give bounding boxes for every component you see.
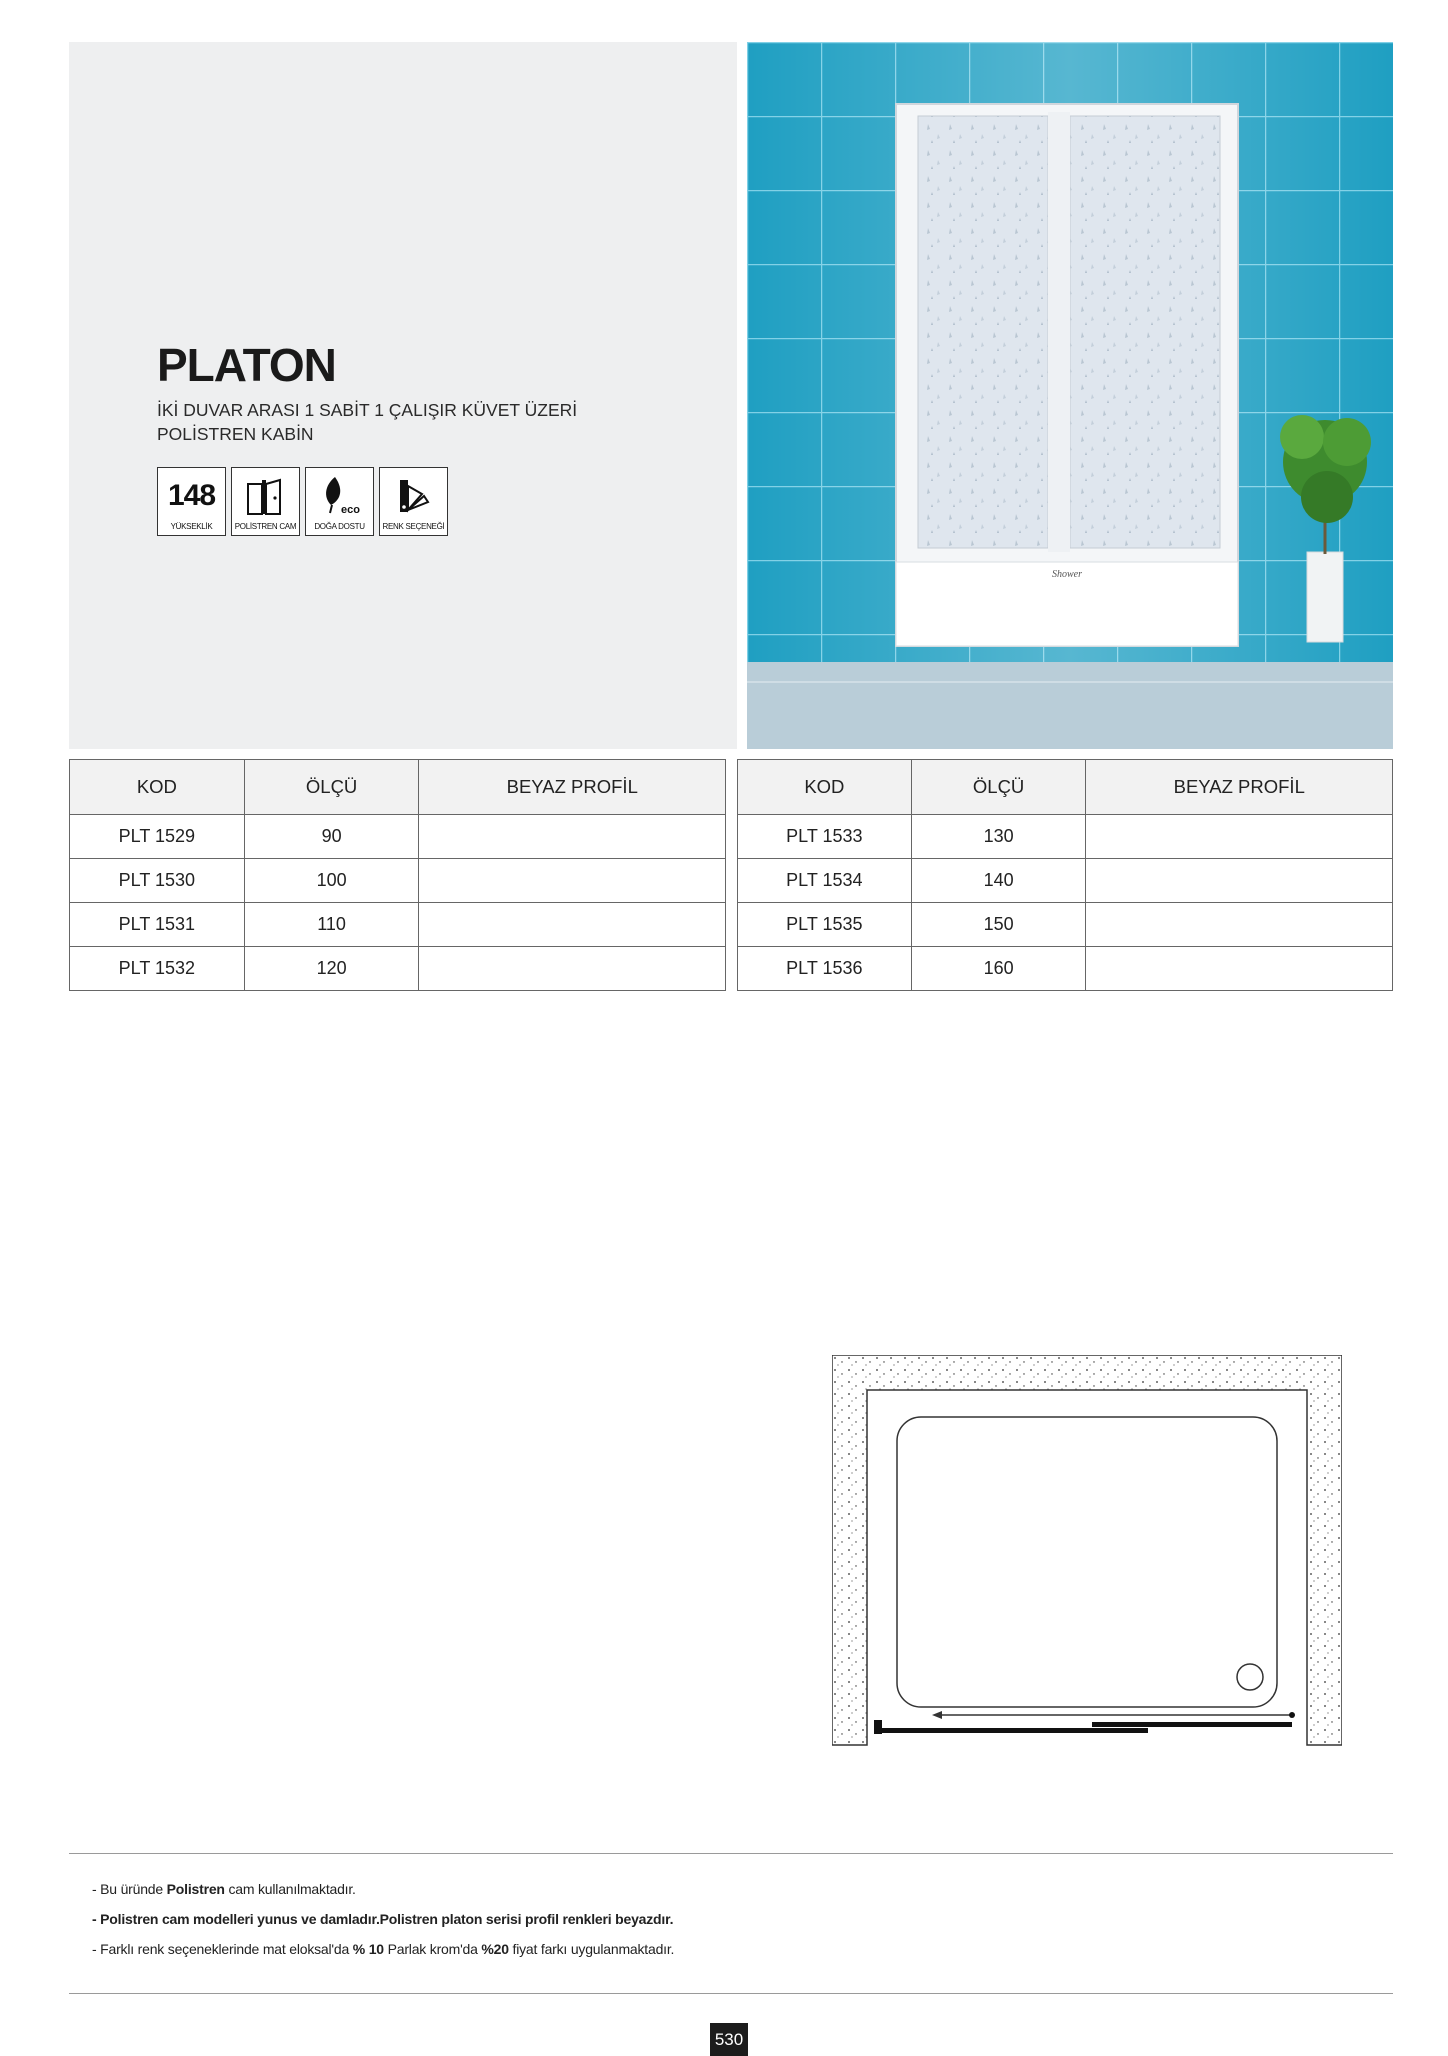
table-row [70,815,726,859]
cell-code: PLT 1534 [738,859,912,903]
cell-size: 130 [911,815,1086,859]
feature-eco [305,467,374,536]
height-148-icon: 148 [167,479,216,512]
cell-size: 90 [244,815,419,859]
cell-code: PLT 1531 [70,903,245,947]
photo-brand: Shower [1052,569,1082,580]
table-row [70,947,726,991]
note-1: - Bu üründe Polistren cam kullanılmaktadır. [92,1881,356,1897]
cell-code: PLT 1536 [738,947,912,991]
feature-height [157,467,226,536]
cell-size: 110 [244,903,419,947]
product-title: PLATON [157,339,336,391]
cell-code: PLT 1533 [738,815,912,859]
cell-profile [1086,815,1393,859]
table-row [70,903,726,947]
spec-table-right [737,759,1393,991]
table-row [738,947,1393,991]
page-number: 530 [710,2023,748,2056]
feature-color [379,467,448,536]
column-header-code: KOD [70,760,245,815]
door-panel-icon [244,476,288,516]
product-photo [747,42,1393,749]
cell-profile [1086,947,1393,991]
column-header-profile: BEYAZ PROFİL [419,760,726,815]
cell-size: 140 [911,859,1086,903]
cell-size: 120 [244,947,419,991]
feature-polystyrene [231,467,300,536]
top-view-plan-drawing [832,1355,1342,1755]
cell-size: 150 [911,903,1086,947]
footer-divider [69,1853,1393,1854]
title-panel [69,42,737,749]
feature-label: POLİSTREN CAM [234,522,297,531]
cell-profile [1086,903,1393,947]
cell-code: PLT 1532 [70,947,245,991]
column-header-size: ÖLÇÜ [244,760,419,815]
feature-label: YÜKSEKLİK [170,522,213,531]
cell-size: 160 [911,947,1086,991]
cell-code: PLT 1530 [70,859,245,903]
note-3: - Farklı renk seçeneklerinde mat eloksal'da % 10 Parlak krom'da %20 fiyat farkı uygulanmaktadır. [92,1941,675,1957]
cell-profile [419,903,726,947]
table-row [738,815,1393,859]
cell-size: 100 [244,859,419,903]
table-header-row [738,760,1393,815]
column-header-code: KOD [738,760,912,815]
cell-code: PLT 1535 [738,903,912,947]
spec-table-left [69,759,726,991]
footer-divider-bottom [69,1993,1393,1994]
cell-profile [419,815,726,859]
subtitle-line-1: İKİ DUVAR ARASI 1 SABİT 1 ÇALIŞIR KÜVET ÜZERİ [157,400,578,420]
product-subtitle [157,398,677,446]
subtitle-line-2: POLİSTREN KABİN [157,424,314,444]
column-header-size: ÖLÇÜ [911,760,1086,815]
column-header-profile: BEYAZ PROFİL [1086,760,1393,815]
feature-label: DOĞA DOSTU [314,522,365,531]
table-row [738,859,1393,903]
color-swatch-icon [392,476,436,516]
feature-label: RENK SEÇENEĞİ [382,522,445,531]
eco-badge: eco [340,504,360,516]
table-row [738,903,1393,947]
cell-profile [1086,859,1393,903]
cell-profile [419,947,726,991]
cell-profile [419,859,726,903]
note-2: - Polistren cam modelleri yunus ve damladır.Polistren platon serisi profil renkleri beyazdır. [92,1911,674,1927]
table-row [70,859,726,903]
table-header-row [70,760,726,815]
cell-code: PLT 1529 [70,815,245,859]
eco-leaf-icon [317,475,363,517]
